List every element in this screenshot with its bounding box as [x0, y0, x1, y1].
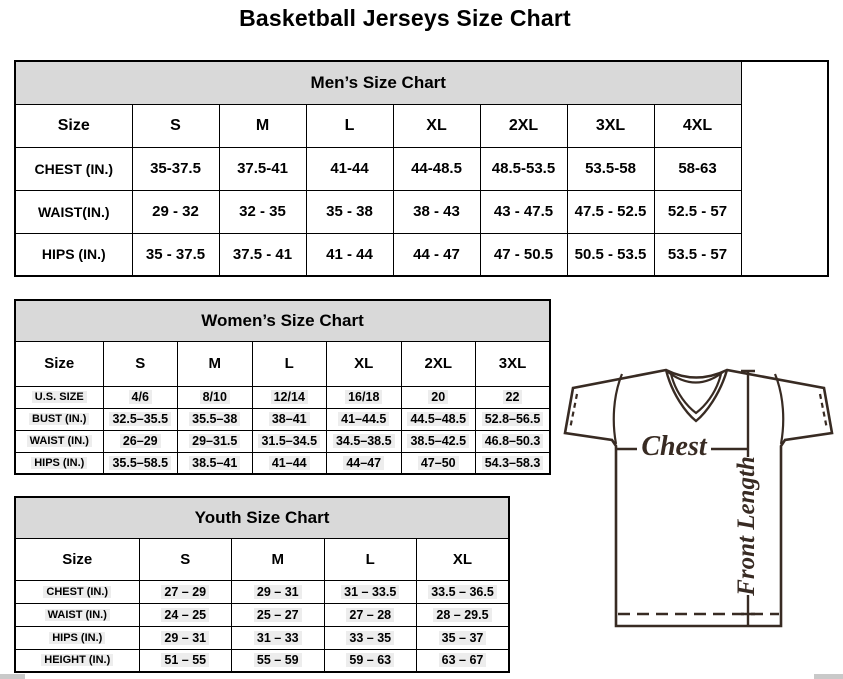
- mens-chart-title: Men’s Size Chart: [15, 61, 741, 104]
- size-value: 38.5–42.5: [407, 434, 469, 448]
- table-row: [15, 190, 828, 233]
- table-row: [15, 341, 550, 386]
- row-label: [15, 649, 139, 672]
- size-cell: [401, 452, 476, 474]
- col-header: 3XL: [567, 104, 654, 147]
- table-row: [15, 300, 550, 341]
- size-value: 33 – 35: [346, 631, 394, 645]
- size-cell: [139, 626, 232, 649]
- size-value: 47–50: [418, 456, 459, 470]
- size-cell: [139, 649, 232, 672]
- table-row: [15, 430, 550, 452]
- size-cell: [252, 430, 327, 452]
- row-label-text: BUST (IN.): [29, 413, 89, 425]
- size-value: 38–41: [269, 412, 310, 426]
- size-cell: [401, 408, 476, 430]
- jersey-outline: [565, 370, 832, 626]
- table-row: [15, 104, 828, 147]
- size-value: 35.5–58.5: [109, 456, 171, 470]
- col-header: L: [252, 341, 327, 386]
- size-value: 16/18: [345, 390, 382, 404]
- size-cell: [232, 603, 325, 626]
- size-value: 41–44: [269, 456, 310, 470]
- size-value: 35 – 37: [439, 631, 487, 645]
- col-header: S: [132, 104, 219, 147]
- row-label-text: HIPS (IN.): [31, 457, 87, 469]
- row-label: WAIST(IN.): [15, 190, 132, 233]
- size-cell: 29 - 32: [132, 190, 219, 233]
- size-cell: 35-37.5: [132, 147, 219, 190]
- size-cell: [178, 430, 253, 452]
- table-row: [15, 233, 828, 276]
- table-row: [15, 538, 509, 580]
- size-value: 38.5–41: [189, 456, 240, 470]
- col-header: S: [103, 341, 178, 386]
- size-value: 22: [503, 390, 523, 404]
- youth-chart-title: Youth Size Chart: [15, 497, 509, 538]
- size-value: 4/6: [129, 390, 152, 404]
- row-label: [15, 430, 103, 452]
- size-value: 32.5–35.5: [109, 412, 171, 426]
- row-label-text: HEIGHT (IN.): [41, 654, 113, 666]
- horizontal-scrollbar-fragment-left[interactable]: [0, 674, 25, 679]
- size-cell: [327, 430, 402, 452]
- size-cell: [327, 408, 402, 430]
- size-cell: 43 - 47.5: [480, 190, 567, 233]
- table-row: [15, 386, 550, 408]
- size-value: 24 – 25: [161, 608, 209, 622]
- size-cell: [476, 386, 551, 408]
- size-cell: 53.5-58: [567, 147, 654, 190]
- size-value: 27 – 28: [346, 608, 394, 622]
- size-cell: 35 - 38: [306, 190, 393, 233]
- size-value: 20: [428, 390, 448, 404]
- size-cell: 37.5-41: [219, 147, 306, 190]
- womens-chart-title: Women’s Size Chart: [15, 300, 550, 341]
- size-cell: [417, 649, 510, 672]
- row-label: [15, 408, 103, 430]
- size-cell: [232, 649, 325, 672]
- row-label: [15, 452, 103, 474]
- size-cell: 35 - 37.5: [132, 233, 219, 276]
- size-value: 41–44.5: [338, 412, 389, 426]
- col-header: 2XL: [480, 104, 567, 147]
- size-value: 44–47: [343, 456, 384, 470]
- size-cell: [252, 452, 327, 474]
- table-row: [15, 626, 509, 649]
- size-cell: [476, 430, 551, 452]
- size-value: 33.5 – 36.5: [428, 585, 497, 599]
- size-value: 12/14: [271, 390, 308, 404]
- size-value: 31 – 33.5: [341, 585, 399, 599]
- size-value: 29 – 31: [254, 585, 302, 599]
- col-header: 2XL: [401, 341, 476, 386]
- size-value: 28 – 29.5: [433, 608, 491, 622]
- row-label: [15, 603, 139, 626]
- chest-label: Chest: [641, 431, 707, 462]
- size-value: 29 – 31: [161, 631, 209, 645]
- page-title: Basketball Jerseys Size Chart: [239, 5, 571, 31]
- youth-size-table: [14, 496, 510, 673]
- size-cell: [103, 452, 178, 474]
- size-value: 31 – 33: [254, 631, 302, 645]
- size-cell: [232, 580, 325, 603]
- size-cell: [324, 626, 417, 649]
- size-cell: [252, 386, 327, 408]
- size-value: 63 – 67: [439, 653, 487, 667]
- size-cell: 41 - 44: [306, 233, 393, 276]
- size-cell: 47 - 50.5: [480, 233, 567, 276]
- size-cell: 44 - 47: [393, 233, 480, 276]
- row-label-text: WAIST (IN.): [45, 609, 110, 621]
- size-cell: [178, 408, 253, 430]
- col-header: XL: [393, 104, 480, 147]
- table-row: [15, 649, 509, 672]
- size-value: 55 – 59: [254, 653, 302, 667]
- size-cell: 58-63: [654, 147, 741, 190]
- front-length-label: Front Length: [733, 456, 760, 596]
- size-cell: 32 - 35: [219, 190, 306, 233]
- col-header: XL: [417, 538, 510, 580]
- size-value: 54.3–58.3: [482, 456, 544, 470]
- size-cell: [178, 452, 253, 474]
- size-cell: 48.5-53.5: [480, 147, 567, 190]
- col-header: 4XL: [654, 104, 741, 147]
- size-cell: [476, 452, 551, 474]
- col-header: L: [306, 104, 393, 147]
- size-value: 46.8–50.3: [482, 434, 544, 448]
- table-row: [15, 147, 828, 190]
- size-cell: [324, 580, 417, 603]
- col-header: Size: [15, 341, 103, 386]
- row-label: CHEST (IN.): [15, 147, 132, 190]
- row-label: [15, 580, 139, 603]
- horizontal-scrollbar-fragment-right[interactable]: [814, 674, 843, 679]
- size-cell: 53.5 - 57: [654, 233, 741, 276]
- mens-size-table: [14, 60, 829, 277]
- size-value: 52.8–56.5: [482, 412, 544, 426]
- size-value: 29–31.5: [189, 434, 240, 448]
- size-cell: [324, 649, 417, 672]
- row-label-text: HIPS (IN.): [49, 632, 105, 644]
- size-cell: [417, 580, 510, 603]
- table-row: [15, 452, 550, 474]
- size-value: 51 – 55: [161, 653, 209, 667]
- size-cell: [103, 430, 178, 452]
- row-label: [15, 626, 139, 649]
- col-header: 3XL: [476, 341, 551, 386]
- size-value: 8/10: [200, 390, 230, 404]
- table-row: [15, 61, 828, 104]
- size-cell: [139, 603, 232, 626]
- size-cell: [476, 408, 551, 430]
- col-header: XL: [327, 341, 402, 386]
- size-value: 25 – 27: [254, 608, 302, 622]
- col-header: M: [232, 538, 325, 580]
- col-header: M: [178, 341, 253, 386]
- size-value: 31.5–34.5: [258, 434, 320, 448]
- size-value: 59 – 63: [346, 653, 394, 667]
- table-row: [15, 408, 550, 430]
- col-header: Size: [15, 538, 139, 580]
- table-row: [15, 603, 509, 626]
- table-row: [15, 580, 509, 603]
- col-header: Size: [15, 104, 132, 147]
- size-cell: 52.5 - 57: [654, 190, 741, 233]
- size-value: 34.5–38.5: [333, 434, 395, 448]
- size-cell: [417, 626, 510, 649]
- size-cell: [327, 452, 402, 474]
- size-cell: 50.5 - 53.5: [567, 233, 654, 276]
- size-cell: [139, 580, 232, 603]
- size-cell: 47.5 - 52.5: [567, 190, 654, 233]
- size-cell: 37.5 - 41: [219, 233, 306, 276]
- size-cell: [103, 386, 178, 408]
- col-header: L: [324, 538, 417, 580]
- table-row: [15, 497, 509, 538]
- col-header: S: [139, 538, 232, 580]
- size-cell: [103, 408, 178, 430]
- size-cell: [324, 603, 417, 626]
- row-label: HIPS (IN.): [15, 233, 132, 276]
- size-cell: [327, 386, 402, 408]
- size-cell: 38 - 43: [393, 190, 480, 233]
- row-label: [15, 386, 103, 408]
- row-label-text: WAIST (IN.): [27, 435, 92, 447]
- size-cell: [232, 626, 325, 649]
- size-value: 27 – 29: [161, 585, 209, 599]
- size-cell: [401, 430, 476, 452]
- size-value: 35.5–38: [189, 412, 240, 426]
- size-cell: [178, 386, 253, 408]
- row-label-text: U.S. SIZE: [32, 391, 87, 403]
- size-cell: [401, 386, 476, 408]
- size-value: 44.5–48.5: [407, 412, 469, 426]
- size-cell: [252, 408, 327, 430]
- womens-size-table: [14, 299, 551, 475]
- size-cell: [417, 603, 510, 626]
- size-value: 26–29: [120, 434, 161, 448]
- col-header: M: [219, 104, 306, 147]
- row-label-text: CHEST (IN.): [43, 586, 111, 598]
- size-cell: 44-48.5: [393, 147, 480, 190]
- jersey-diagram: [552, 352, 843, 644]
- size-cell: 41-44: [306, 147, 393, 190]
